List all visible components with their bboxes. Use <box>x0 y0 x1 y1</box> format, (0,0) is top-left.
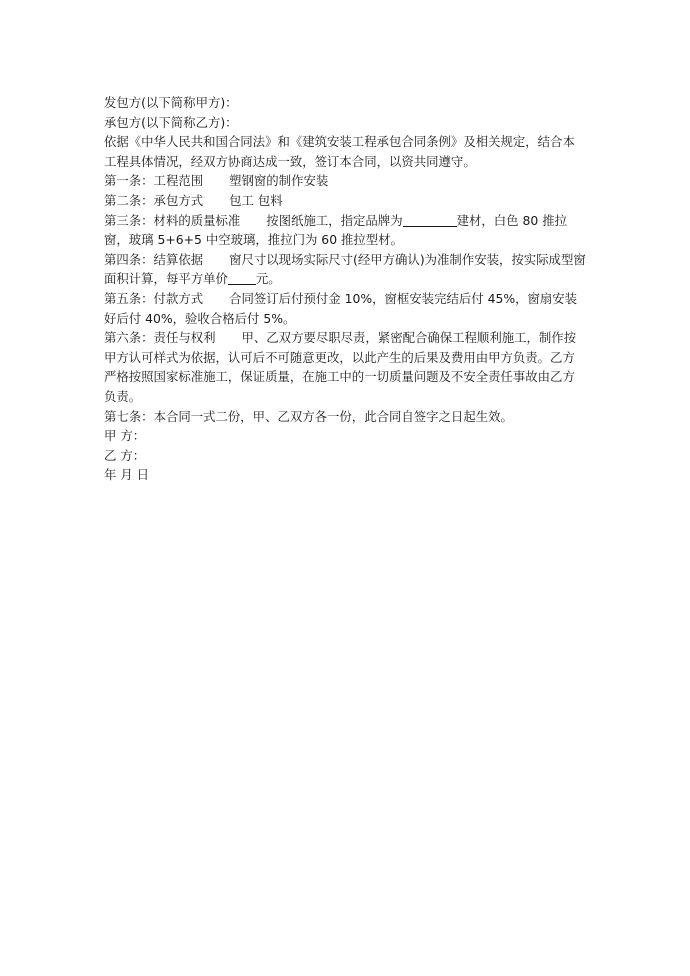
article-1 <box>104 171 586 191</box>
article-2 <box>104 191 586 211</box>
article-1-title: 第一条：工程范围 <box>104 173 204 189</box>
article-5-body: 合同签订后付预付金 10%，窗框安装完结后付 45%，窗扇安装好后付 40%，验收合格后付 5%。 <box>104 290 578 326</box>
article-7 <box>104 407 586 427</box>
article-3-title: 第三条：材料的质量标准 <box>104 212 241 228</box>
contract-body <box>104 93 586 485</box>
article-4-title: 第四条：结算依据 <box>104 251 204 267</box>
article-3-body-pre: 按图纸施工，指定品牌为 <box>266 212 403 228</box>
article-6-title: 第六条：责任与权利 <box>104 330 216 346</box>
party-a-header: 发包方(以下简称甲方)： <box>104 95 238 110</box>
article-5-title: 第五条：付款方式 <box>104 290 204 306</box>
unit-price-blank <box>228 271 256 285</box>
article-5 <box>104 289 586 328</box>
article-3 <box>104 211 586 250</box>
article-4-body-pre: 窗尺寸以现场实际尺寸(经甲方确认)为准制作安装，按实际成型窗面积计算，每平方单价 <box>104 251 586 287</box>
article-6-body: 甲、乙双方要尽职尽责，紧密配合确保工程顺利施工，制作按甲方认可样式为依据，认可后不可随意更改，以此产生的后果及费用由甲方负责。乙方严格按照国家标准施工，保证质量，在施工中的一切质量问题及不安全责任事故由乙方负责。 <box>104 330 577 404</box>
article-4 <box>104 250 586 289</box>
article-7-body: 本合同一式二份，甲、乙双方各一份，此合同自签字之日起生效。 <box>153 408 513 424</box>
article-2-title: 第二条：承包方式 <box>104 192 204 208</box>
article-4-body-post: 元。 <box>255 271 281 287</box>
preamble: 依据《中华人民共和国合同法》和《建筑安装工程承包合同条例》及相关规定，结合本工程具体情况，经双方协商达成一致，签订本合同，以资共同遵守。 <box>104 134 575 169</box>
article-6 <box>104 328 586 406</box>
article-3-body-post: 建材，白色 80 推拉窗，玻璃 5+6+5 中空玻璃，推拉门为 60 推拉型材。 <box>104 212 567 248</box>
article-7-title: 第七条： <box>104 408 154 424</box>
signature-party-a: 甲 方： <box>104 428 146 444</box>
article-1-body: 塑钢窗的制作安装 <box>229 173 329 189</box>
signature-date: 年 月 日 <box>104 467 150 483</box>
brand-blank <box>403 213 457 227</box>
article-2-body: 包工 包料 <box>229 192 283 208</box>
party-b-header: 承包方(以下简称乙方)： <box>104 114 238 130</box>
signature-party-b: 乙 方： <box>104 447 146 463</box>
